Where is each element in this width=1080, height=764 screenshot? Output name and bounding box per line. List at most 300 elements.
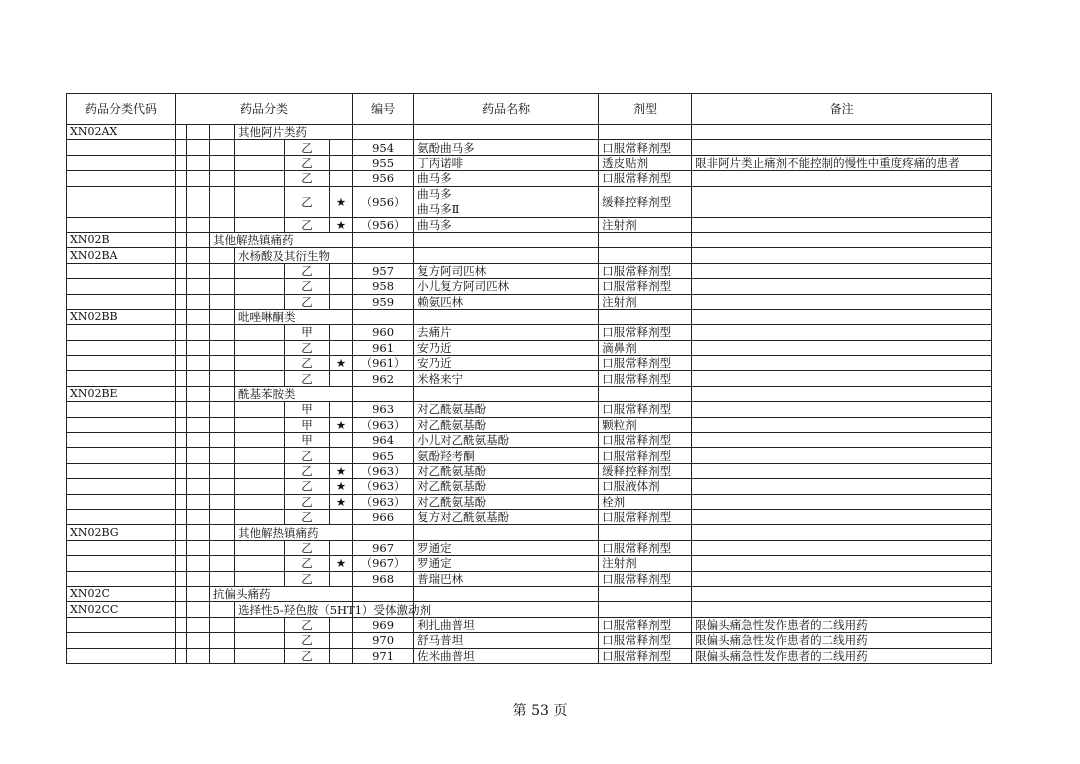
drug-name-cell: [414, 325, 599, 340]
header-category: 药品分类: [176, 94, 353, 125]
empty-cell: [235, 371, 285, 386]
empty-cell: [353, 386, 414, 401]
category-code: XN02BA: [67, 248, 176, 263]
grade-cell: 乙: [285, 556, 330, 571]
drug-note: [692, 217, 992, 232]
empty-cell: [353, 586, 414, 601]
drug-row: [67, 279, 992, 294]
dosage-form: 颗粒剂: [599, 417, 692, 432]
grade-cell: 乙: [285, 448, 330, 463]
empty-cell: [176, 217, 187, 232]
drug-note: [692, 556, 992, 571]
drug-row: [67, 325, 992, 340]
drug-note: [692, 186, 992, 217]
star-marker: [330, 140, 353, 155]
drug-note: [692, 448, 992, 463]
category-label: 其他解热镇痛药: [210, 232, 353, 247]
drug-number: 966: [353, 509, 414, 524]
drug-row: [67, 340, 992, 355]
dosage-form: 口服常释剂型: [599, 509, 692, 524]
grade-cell: 乙: [285, 155, 330, 170]
drug-note: [692, 371, 992, 386]
drug-name-cell: [414, 509, 599, 524]
drug-row: [67, 402, 992, 417]
star-marker: ★: [330, 479, 353, 494]
drug-name: 氨酚羟考酮: [417, 448, 475, 463]
empty-cell: [67, 479, 176, 494]
empty-cell: [176, 433, 187, 448]
drug-note: [692, 171, 992, 186]
drug-row: [67, 494, 992, 509]
drug-row: [67, 540, 992, 555]
drug-note: [692, 325, 992, 340]
drug-number: （956）: [353, 186, 414, 217]
drug-row: [67, 617, 992, 632]
empty-cell: [353, 125, 414, 140]
drug-row: [67, 263, 992, 278]
drug-number: 971: [353, 648, 414, 663]
empty-cell: [187, 356, 210, 371]
empty-cell: [176, 571, 187, 586]
dosage-form: 口服常释剂型: [599, 356, 692, 371]
drug-row: [67, 171, 992, 186]
empty-cell: [235, 494, 285, 509]
category-code: XN02BG: [67, 525, 176, 540]
empty-cell: [210, 309, 235, 324]
empty-cell: [176, 371, 187, 386]
dosage-form: 口服常释剂型: [599, 648, 692, 663]
star-marker: [330, 294, 353, 309]
dosage-form: 口服常释剂型: [599, 263, 692, 278]
drug-note: 限偏头痛急性发作患者的二线用药: [692, 648, 992, 663]
empty-cell: [187, 602, 210, 617]
empty-cell: [176, 155, 187, 170]
empty-cell: [176, 509, 187, 524]
empty-cell: [176, 186, 187, 217]
empty-cell: [176, 386, 187, 401]
drug-number: （963）: [353, 417, 414, 432]
empty-cell: [235, 479, 285, 494]
empty-cell: [67, 617, 176, 632]
grade-cell: 乙: [285, 371, 330, 386]
star-marker: [330, 571, 353, 586]
empty-cell: [187, 433, 210, 448]
drug-number: 954: [353, 140, 414, 155]
drug-number: （967）: [353, 556, 414, 571]
grade-cell: 乙: [285, 494, 330, 509]
drug-name: 米格来宁: [417, 371, 464, 386]
empty-cell: [176, 448, 187, 463]
empty-cell: [414, 125, 599, 140]
category-row: [67, 525, 992, 540]
drug-name: 利扎曲普坦: [417, 617, 475, 632]
drug-number: 970: [353, 633, 414, 648]
grade-cell: 甲: [285, 325, 330, 340]
empty-cell: [176, 556, 187, 571]
drug-name: 去痛片: [417, 325, 452, 340]
empty-cell: [187, 340, 210, 355]
empty-cell: [187, 525, 210, 540]
drug-number: 956: [353, 171, 414, 186]
empty-cell: [210, 633, 235, 648]
dosage-form: 口服常释剂型: [599, 448, 692, 463]
drug-number: 960: [353, 325, 414, 340]
grade-cell: 乙: [285, 617, 330, 632]
empty-cell: [187, 648, 210, 663]
drug-name-cell: [414, 402, 599, 417]
empty-cell: [210, 279, 235, 294]
empty-cell: [67, 448, 176, 463]
page-number: 第 53 页: [512, 703, 568, 719]
star-marker: [330, 340, 353, 355]
drug-note: 限偏头痛急性发作患者的二线用药: [692, 633, 992, 648]
grade-cell: 乙: [285, 279, 330, 294]
empty-cell: [187, 540, 210, 555]
drug-table: [66, 93, 992, 664]
empty-cell: [210, 325, 235, 340]
empty-cell: [210, 371, 235, 386]
grade-cell: 乙: [285, 140, 330, 155]
empty-cell: [176, 263, 187, 278]
drug-name: 复方阿司匹林: [417, 263, 487, 278]
drug-note: [692, 571, 992, 586]
empty-cell: [210, 386, 235, 401]
drug-note: [692, 356, 992, 371]
drug-note: [692, 494, 992, 509]
dosage-form: 口服常释剂型: [599, 571, 692, 586]
dosage-form: 口服常释剂型: [599, 617, 692, 632]
empty-cell: [235, 617, 285, 632]
grade-cell: 乙: [285, 463, 330, 478]
drug-number: （963）: [353, 463, 414, 478]
drug-row: [67, 417, 992, 432]
empty-cell: [235, 140, 285, 155]
empty-cell: [67, 186, 176, 217]
empty-cell: [187, 386, 210, 401]
empty-cell: [235, 171, 285, 186]
empty-cell: [176, 494, 187, 509]
drug-number: 967: [353, 540, 414, 555]
drug-note: 限偏头痛急性发作患者的二线用药: [692, 617, 992, 632]
dosage-form: 口服常释剂型: [599, 279, 692, 294]
empty-cell: [692, 309, 992, 324]
drug-number: 963: [353, 402, 414, 417]
empty-cell: [235, 155, 285, 170]
drug-name-cell: [414, 463, 599, 478]
dosage-form: 口服常释剂型: [599, 171, 692, 186]
drug-note: [692, 479, 992, 494]
dosage-form: 口服常释剂型: [599, 433, 692, 448]
category-code: XN02CC: [67, 602, 176, 617]
category-row: [67, 232, 992, 247]
drug-note: [692, 340, 992, 355]
category-row: [67, 309, 992, 324]
empty-cell: [235, 433, 285, 448]
dosage-form: 口服常释剂型: [599, 140, 692, 155]
empty-cell: [187, 325, 210, 340]
drug-name: 安乃近: [417, 340, 452, 355]
empty-cell: [67, 371, 176, 386]
empty-cell: [210, 571, 235, 586]
empty-cell: [414, 248, 599, 263]
header-code: 药品分类代码: [67, 94, 176, 125]
drug-row: [67, 556, 992, 571]
empty-cell: [176, 648, 187, 663]
drug-note: [692, 463, 992, 478]
empty-cell: [210, 402, 235, 417]
grade-cell: 乙: [285, 186, 330, 217]
drug-note: [692, 540, 992, 555]
drug-name: 对乙酰氨基酚: [417, 494, 487, 509]
drug-name-cell: [414, 617, 599, 632]
empty-cell: [67, 171, 176, 186]
empty-cell: [210, 171, 235, 186]
drug-row: [67, 356, 992, 371]
drug-name: 舒马普坦: [417, 633, 464, 648]
drug-number: 965: [353, 448, 414, 463]
drug-note: [692, 417, 992, 432]
drug-note: [692, 402, 992, 417]
drug-name-cell: [414, 648, 599, 663]
star-marker: ★: [330, 556, 353, 571]
empty-cell: [235, 217, 285, 232]
empty-cell: [599, 586, 692, 601]
empty-cell: [210, 494, 235, 509]
empty-cell: [67, 433, 176, 448]
drug-name: 罗通定: [417, 556, 452, 571]
empty-cell: [187, 248, 210, 263]
empty-cell: [187, 140, 210, 155]
empty-cell: [210, 525, 235, 540]
empty-cell: [599, 232, 692, 247]
drug-number: 968: [353, 571, 414, 586]
header-name: 药品名称: [414, 94, 599, 125]
empty-cell: [353, 309, 414, 324]
dosage-form: 透皮贴剂: [599, 155, 692, 170]
empty-cell: [67, 279, 176, 294]
star-marker: [330, 171, 353, 186]
empty-cell: [187, 617, 210, 632]
drug-note: [692, 140, 992, 155]
empty-cell: [692, 386, 992, 401]
drug-number: 961: [353, 340, 414, 355]
drug-name: 小儿对乙酰氨基酚: [417, 433, 510, 448]
drug-name: 氨酚曲马多: [417, 140, 475, 155]
star-marker: [330, 371, 353, 386]
empty-cell: [176, 479, 187, 494]
grade-cell: 乙: [285, 340, 330, 355]
grade-cell: 乙: [285, 633, 330, 648]
category-label: 抗偏头痛药: [210, 586, 353, 601]
empty-cell: [235, 263, 285, 278]
drug-row: [67, 509, 992, 524]
empty-cell: [176, 309, 187, 324]
empty-cell: [235, 186, 285, 217]
empty-cell: [187, 155, 210, 170]
empty-cell: [176, 294, 187, 309]
empty-cell: [67, 494, 176, 509]
empty-cell: [692, 586, 992, 601]
category-row: [67, 602, 992, 617]
empty-cell: [210, 556, 235, 571]
grade-cell: 乙: [285, 356, 330, 371]
drug-name-cell: [414, 571, 599, 586]
empty-cell: [414, 525, 599, 540]
empty-cell: [235, 509, 285, 524]
drug-name: 对乙酰氨基酚: [417, 417, 487, 432]
empty-cell: [187, 556, 210, 571]
empty-cell: [210, 448, 235, 463]
drug-row: [67, 140, 992, 155]
drug-name: 安乃近: [417, 356, 452, 371]
empty-cell: [235, 340, 285, 355]
category-label: 其他阿片类药: [235, 125, 353, 140]
empty-cell: [210, 617, 235, 632]
empty-cell: [210, 356, 235, 371]
category-label: 水杨酸及其衍生物: [235, 248, 353, 263]
category-code: XN02AX: [67, 125, 176, 140]
drug-note: [692, 279, 992, 294]
empty-cell: [176, 617, 187, 632]
category-row: [67, 586, 992, 601]
drug-name-cell: [414, 217, 599, 232]
empty-cell: [210, 509, 235, 524]
header-row: [67, 94, 992, 125]
star-marker: [330, 509, 353, 524]
empty-cell: [692, 125, 992, 140]
drug-row: [67, 479, 992, 494]
category-code: XN02BE: [67, 386, 176, 401]
empty-cell: [176, 586, 187, 601]
category-label: 其他解热镇痛药: [235, 525, 353, 540]
empty-cell: [235, 417, 285, 432]
category-code: XN02C: [67, 586, 176, 601]
empty-cell: [67, 340, 176, 355]
drug-name-cell: [414, 433, 599, 448]
drug-name-cell: [414, 155, 599, 170]
empty-cell: [210, 479, 235, 494]
empty-cell: [235, 556, 285, 571]
header-number: 编号: [353, 94, 414, 125]
empty-cell: [599, 309, 692, 324]
drug-note: [692, 263, 992, 278]
empty-cell: [67, 356, 176, 371]
drug-number: 959: [353, 294, 414, 309]
empty-cell: [210, 417, 235, 432]
star-marker: ★: [330, 463, 353, 478]
star-marker: [330, 433, 353, 448]
grade-cell: 乙: [285, 648, 330, 663]
dosage-form: 注射剂: [599, 294, 692, 309]
star-marker: ★: [330, 356, 353, 371]
empty-cell: [67, 556, 176, 571]
dosage-form: 缓释控释剂型: [599, 463, 692, 478]
drug-name: 曲马多: [417, 171, 452, 186]
drug-name-cell: [414, 540, 599, 555]
star-marker: [330, 263, 353, 278]
star-marker: [330, 279, 353, 294]
drug-name: 曲马多: [417, 217, 452, 232]
drug-name: 丁丙诺啡: [417, 155, 464, 170]
empty-cell: [67, 155, 176, 170]
drug-name-cell: [414, 417, 599, 432]
empty-cell: [176, 140, 187, 155]
empty-cell: [176, 602, 187, 617]
empty-cell: [692, 525, 992, 540]
empty-cell: [210, 217, 235, 232]
empty-cell: [235, 633, 285, 648]
empty-cell: [187, 186, 210, 217]
grade-cell: 乙: [285, 263, 330, 278]
star-marker: ★: [330, 217, 353, 232]
dosage-form: 口服常释剂型: [599, 633, 692, 648]
empty-cell: [67, 509, 176, 524]
category-label: 吡唑啉酮类: [235, 309, 353, 324]
empty-cell: [187, 448, 210, 463]
drug-note: [692, 294, 992, 309]
drug-name-cell: [414, 294, 599, 309]
empty-cell: [67, 540, 176, 555]
empty-cell: [187, 263, 210, 278]
empty-cell: [187, 571, 210, 586]
dosage-form: 注射剂: [599, 217, 692, 232]
dosage-form: 口服常释剂型: [599, 540, 692, 555]
drug-note: [692, 509, 992, 524]
empty-cell: [176, 402, 187, 417]
drug-number: 958: [353, 279, 414, 294]
drug-number: 969: [353, 617, 414, 632]
empty-cell: [210, 540, 235, 555]
drug-name-cell: [414, 140, 599, 155]
star-marker: [330, 540, 353, 555]
empty-cell: [235, 463, 285, 478]
drug-row: [67, 433, 992, 448]
empty-cell: [414, 386, 599, 401]
empty-cell: [67, 217, 176, 232]
drug-name-cell: [414, 171, 599, 186]
empty-cell: [210, 155, 235, 170]
empty-cell: [210, 248, 235, 263]
empty-cell: [187, 494, 210, 509]
dosage-form: 栓剂: [599, 494, 692, 509]
empty-cell: [176, 248, 187, 263]
empty-cell: [176, 340, 187, 355]
empty-cell: [599, 525, 692, 540]
empty-cell: [235, 648, 285, 663]
empty-cell: [353, 525, 414, 540]
grade-cell: 乙: [285, 509, 330, 524]
empty-cell: [235, 448, 285, 463]
drug-row: [67, 371, 992, 386]
empty-cell: [210, 294, 235, 309]
dosage-form: 缓释控释剂型: [599, 186, 692, 217]
empty-cell: [235, 540, 285, 555]
category-label: 酰基苯胺类: [235, 386, 353, 401]
drug-row: [67, 217, 992, 232]
category-row: [67, 386, 992, 401]
drug-name: 罗通定: [417, 540, 452, 555]
empty-cell: [67, 140, 176, 155]
drug-name: 赖氨匹林: [417, 294, 464, 309]
drug-number: 964: [353, 433, 414, 448]
empty-cell: [187, 479, 210, 494]
grade-cell: 甲: [285, 433, 330, 448]
star-marker: [330, 155, 353, 170]
drug-name: 曲马多Ⅱ: [417, 201, 460, 216]
drug-name-cell: [414, 371, 599, 386]
empty-cell: [692, 248, 992, 263]
drug-name-cell: [414, 556, 599, 571]
